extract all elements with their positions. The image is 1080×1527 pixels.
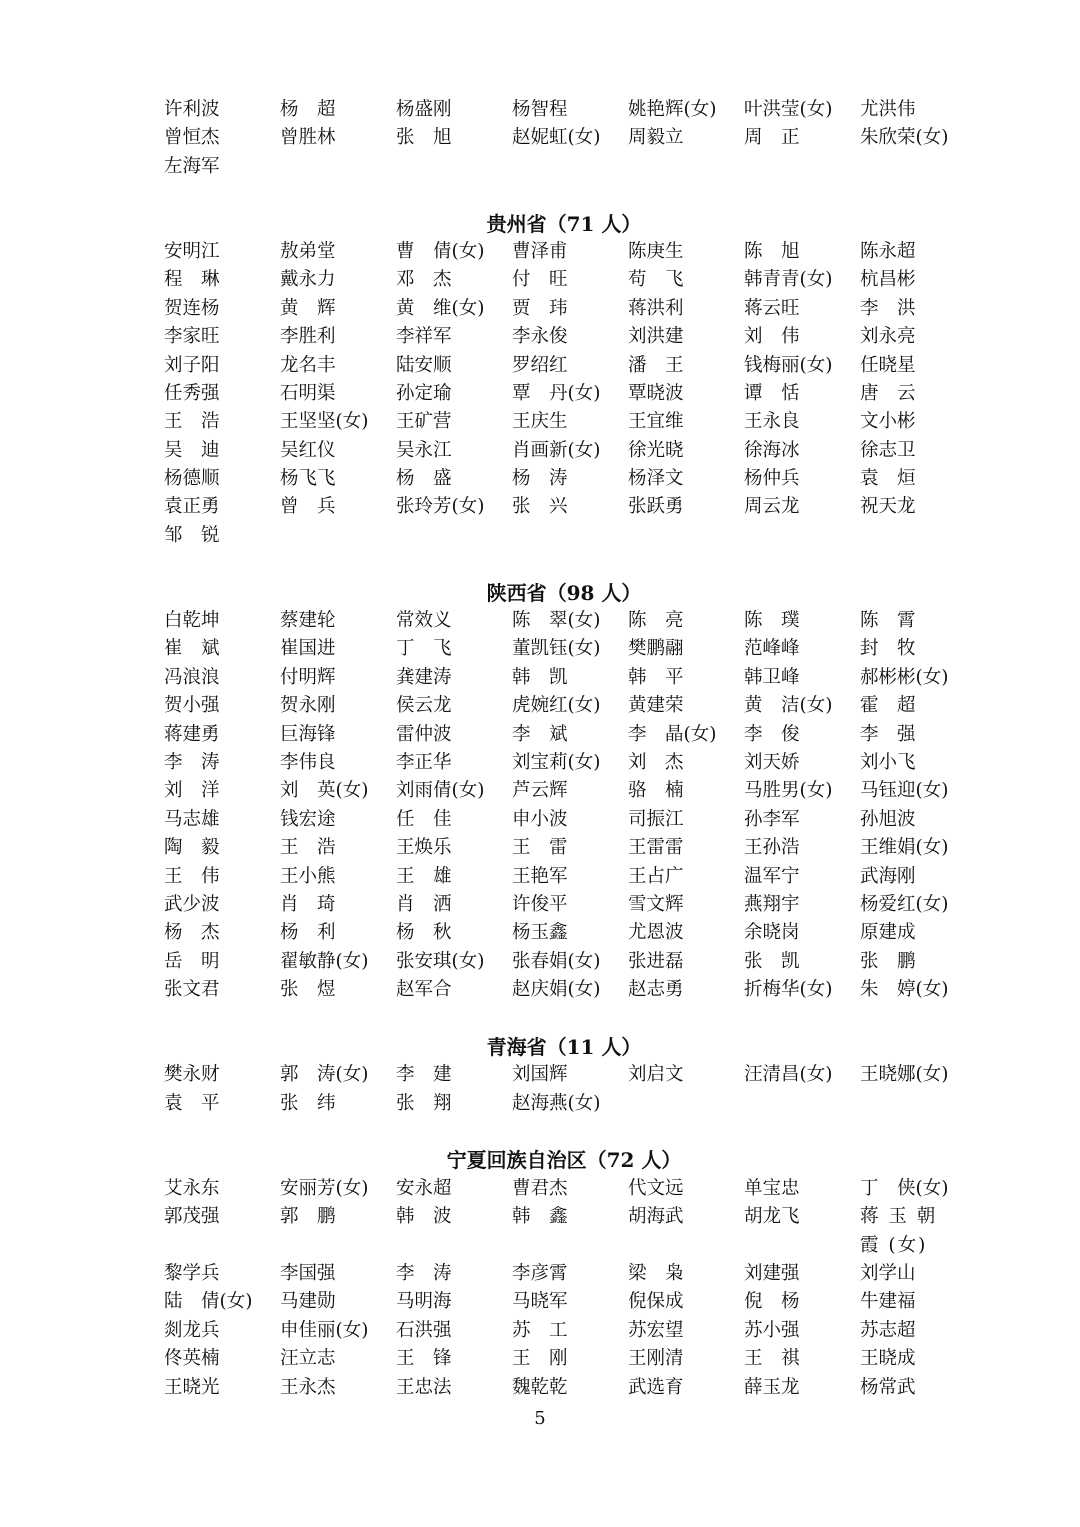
name-entry: 马志雄 [164,808,220,830]
name-entry: 王永良 [744,411,800,433]
name-entry: 崔 斌 [164,638,220,660]
name-entry: 孙定瑜 [396,382,452,404]
name-entry: 贺连杨 [164,297,220,319]
name-entry: 蔡建轮 [280,610,336,632]
name-entry: 杨玉鑫 [512,922,568,944]
name-entry: 刘 英(女) [280,780,369,802]
name-entry: 武海刚 [860,865,916,887]
name-entry: 韩青青(女) [744,269,833,291]
name-entry: 王 祺 [744,1348,800,1370]
name-entry: 王忠法 [396,1376,452,1398]
name-entry: 王坚坚(女) [280,411,369,433]
section-0 [164,96,964,181]
name-entry: 温军宁 [744,865,800,887]
name-entry: 刘小飞 [860,751,916,773]
name-entry: 杨 超 [280,99,336,120]
name-entry: 李 涛 [396,1263,452,1285]
name-entry: 董凯钰(女) [512,638,601,660]
section-heading: 陕西省（98 人） [486,580,642,605]
name-entry: 尤恩波 [628,922,684,944]
name-entry: 杨德顺 [164,468,220,490]
name-entry: 武少波 [164,893,220,915]
name-entry: 肖 琦 [280,893,336,915]
name-entry: 冯浪浪 [164,666,220,688]
name-entry: 张 纬 [280,1092,336,1114]
name-entry: 李国强 [280,1263,336,1285]
name-entry: 陈 亮 [628,610,684,632]
name-entry: 贺小强 [164,695,220,717]
name-entry: 马胜男(女) [744,780,833,802]
name-entry: 王晓成 [860,1348,916,1370]
name-entry: 马明海 [396,1291,452,1313]
name-entry: 郝彬彬(女) [860,666,949,688]
name-entry: 赵志勇 [628,979,684,1001]
name-entry: 王 雄 [396,865,452,887]
name-entry: 苏 工 [512,1319,568,1341]
name-entry: 虎婉红(女) [512,695,601,717]
name-entry: 雪文辉 [628,893,684,915]
name-entry: 刘天娇 [744,751,800,773]
name-entry: 雷仲波 [396,723,452,745]
name-entry: 黄 洁(女) [744,695,833,717]
name-entry: 徐志卫 [860,439,916,461]
name-entry: 马钰迎(女) [860,780,949,802]
name-entry: 徐光晓 [628,439,684,461]
name-entry: 陈庚生 [628,240,684,262]
name-entry: 马建勋 [280,1291,336,1313]
name-entry: 安永超 [396,1177,452,1199]
name-entry: 余晓岗 [744,922,800,944]
name-entry: 朱欣荣(女) [860,127,949,149]
name-entry: 杨 利 [280,922,336,944]
name-entry: 汪清昌(女) [744,1064,833,1086]
name-entry: 杨 涛 [512,468,568,490]
name-entry: 曹泽甫 [512,240,568,262]
name-entry: 单宝忠 [744,1177,800,1199]
name-entry: 吴 迪 [164,439,220,461]
name-entry: 申佳丽(女) [280,1319,369,1341]
name-entry: 潘 王 [628,354,684,376]
name-entry: 刘宝莉(女) [512,751,601,773]
name-entry: 代文远 [628,1177,684,1199]
name-entry: 李正华 [396,751,452,773]
name-entry: 李 斌 [512,723,568,745]
name-entry: 曹 倩(女) [396,240,485,262]
name-entry: 司振江 [628,808,684,830]
name-entry: 孙李军 [744,808,800,830]
name-entry: 韩 鑫 [512,1206,568,1228]
name-entry: 许俊平 [512,893,568,915]
name-entry: 刘子阳 [164,354,220,376]
name-entry: 樊永财 [164,1064,220,1086]
name-entry: 王雷雷 [628,837,684,859]
name-entry: 孙旭波 [860,808,916,830]
section-heading: 青海省（11 人） [486,1034,642,1059]
name-entry: 陈 霄 [860,610,916,632]
name-entry: 苏宏望 [628,1319,684,1341]
name-entry: 苟 飞 [628,269,684,291]
name-entry: 王 刚 [512,1348,568,1370]
name-entry: 石明渠 [280,382,336,404]
name-entry: 陈 翠(女) [512,610,601,632]
name-entry: 张进磊 [628,950,684,972]
name-entry: 李 建 [396,1064,452,1086]
name-entry: 刘 杰 [628,751,684,773]
name-entry: 张 翔 [396,1092,452,1114]
name-entry: 李彦霄 [512,1263,568,1285]
name-entry: 王艳军 [512,865,568,887]
name-entry: 钱宏途 [280,808,336,830]
name-entry: 杭昌彬 [860,269,916,291]
name-entry: 徐海冰 [744,439,800,461]
name-entry: 崔国进 [280,638,336,660]
name-entry: 赵妮虹(女) [512,127,601,149]
name-entry: 刘永亮 [860,326,916,348]
name-entry: 李 晶(女) [628,723,717,745]
name-entry: 张安琪(女) [396,950,485,972]
name-entry: 王孙浩 [744,837,800,859]
name-entry: 王维娟(女) [860,837,949,859]
name-entry: 胡龙飞 [744,1206,800,1228]
name-entry: 蒋建勇 [164,723,220,745]
name-entry: 张 兴 [512,496,568,518]
name-entry: 文小彬 [860,411,916,433]
name-entry: 杨飞飞 [280,468,336,490]
name-entry: 芦云辉 [512,780,568,802]
name-entry: 曹君杰 [512,1177,568,1199]
name-entry: 肖画新(女) [512,439,601,461]
name-entry: 付明辉 [280,666,336,688]
name-entry: 刘雨倩(女) [396,780,485,802]
name-entry: 韩 凯 [512,666,568,688]
name-entry: 薛玉龙 [744,1376,800,1398]
name-entry: 封 牧 [860,638,916,660]
name-entry: 袁 平 [164,1092,220,1114]
name-entry: 袁正勇 [164,496,220,518]
name-entry: 李 洪 [860,297,916,319]
name-entry: 艾永东 [164,1177,220,1199]
name-entry: 唐 云 [860,382,916,404]
name-entry: 原建成 [860,922,916,944]
name-entry: 黄 辉 [280,297,336,319]
name-entry: 王庆生 [512,411,568,433]
name-grid [164,607,964,1004]
name-entry: 谭 恬 [744,382,800,404]
name-entry: 周毅立 [628,127,684,149]
name-entry: 韩 波 [396,1206,452,1228]
name-entry: 尤洪伟 [860,99,916,120]
name-entry: 张跃勇 [628,496,684,518]
name-entry: 王宜维 [628,411,684,433]
name-entry: 安明江 [164,240,220,262]
name-entry: 朱 婷(女) [860,979,949,1001]
name-entry: 石洪强 [396,1319,452,1341]
name-entry: 祝天龙 [860,496,916,518]
name-entry: 杨 秋 [396,922,452,944]
name-entry: 郭茂强 [164,1206,220,1228]
name-entry: 刘学山 [860,1263,916,1285]
name-entry: 岳 明 [164,950,220,972]
name-entry: 杨常武 [860,1376,916,1398]
name-entry: 贺永刚 [280,695,336,717]
name-entry: 张玲芳(女) [396,496,485,518]
name-entry: 张春娟(女) [512,950,601,972]
name-entry: 周云龙 [744,496,800,518]
name-entry: 牛建福 [860,1291,916,1313]
name-entry: 赵庆娟(女) [512,979,601,1001]
name-entry: 任晓星 [860,354,916,376]
section-3 [164,1033,964,1118]
name-entry: 吴永江 [396,439,452,461]
name-entry: 李 强 [860,723,916,745]
name-entry: 丁 飞 [396,638,452,660]
section-heading: 宁夏回族自治区（72 人） [446,1148,682,1173]
name-entry: 胡海武 [628,1206,684,1228]
name-entry: 付 旺 [512,269,568,291]
name-entry: 王小熊 [280,865,336,887]
name-entry: 周 正 [744,127,800,149]
name-entry: 龚建涛 [396,666,452,688]
name-entry: 李 涛 [164,751,220,773]
name-entry: 张 煜 [280,979,336,1001]
name-entry: 赵军合 [396,979,452,1001]
name-entry: 王占广 [628,865,684,887]
name-entry: 武选育 [628,1376,684,1398]
name-entry: 任秀强 [164,382,220,404]
name-entry: 张 凯 [744,950,800,972]
name-entry: 王焕乐 [396,837,452,859]
name-entry: 戴永力 [280,269,336,291]
name-entry: 汪立志 [280,1348,336,1370]
name-entry: 郭 鹏 [280,1206,336,1228]
name-entry: 程 琳 [164,269,220,291]
section-2 [164,579,964,1005]
name-entry: 黄 维(女) [396,297,485,319]
name-grid [164,238,964,550]
name-entry: 陈永超 [860,240,916,262]
name-entry: 贾 玮 [512,297,568,319]
name-entry: 张 旭 [396,127,452,149]
name-entry: 蒋云旺 [744,297,800,319]
name-entry: 王矿营 [396,411,452,433]
name-entry: 敖弟堂 [280,240,336,262]
name-entry: 刘 伟 [744,326,800,348]
name-entry: 马晓军 [512,1291,568,1313]
name-entry: 巨海锋 [280,723,336,745]
name-entry: 白乾坤 [164,610,220,632]
name-entry: 张 鹏 [860,950,916,972]
name-entry: 李 俊 [744,723,800,745]
name-entry: 曾胜林 [280,127,336,149]
name-entry: 黎学兵 [164,1263,220,1285]
name-entry: 刘洪建 [628,326,684,348]
name-entry: 霍 超 [860,695,916,717]
name-entry: 申小波 [512,808,568,830]
name-entry: 倪保成 [628,1291,684,1313]
name-grid [164,1061,964,1118]
name-entry: 李家旺 [164,326,220,348]
name-entry: 李胜利 [280,326,336,348]
name-grid [164,1175,964,1402]
name-entry: 叶洪莹(女) [744,99,833,120]
name-entry: 王 锋 [396,1348,452,1370]
name-grid [164,96,964,181]
name-entry: 陈 旭 [744,240,800,262]
section-heading: 贵州省（71 人） [486,211,642,236]
name-entry: 覃 丹(女) [512,382,601,404]
name-entry: 左海军 [164,155,220,177]
name-entry: 刘建强 [744,1263,800,1285]
name-entry: 杨 杰 [164,922,220,944]
name-entry: 陆安顺 [396,354,452,376]
page-number: 5 [534,1408,546,1429]
name-entry: 许利波 [164,99,220,120]
name-entry: 王 浩 [164,411,220,433]
name-entry: 樊鹏翮 [628,638,684,660]
name-entry: 王 伟 [164,865,220,887]
name-entry: 杨智程 [512,99,568,120]
name-entry: 黄建荣 [628,695,684,717]
name-entry: 杨 盛 [396,468,452,490]
name-entry: 杨爱红(女) [860,893,949,915]
name-entry: 任 佳 [396,808,452,830]
section-4 [164,1146,964,1402]
name-entry: 龙名丰 [280,354,336,376]
name-entry: 王 浩 [280,837,336,859]
name-entry: 邹 锐 [164,524,220,546]
name-entry: 骆 楠 [628,780,684,802]
name-entry: 罗绍红 [512,354,568,376]
name-entry: 安丽芳(女) [280,1177,369,1199]
name-entry: 王 雷 [512,837,568,859]
name-entry: 苏志超 [860,1319,916,1341]
name-entry: 倪 杨 [744,1291,800,1313]
name-entry: 蒋洪利 [628,297,684,319]
name-entry: 梁 枭 [628,1263,684,1285]
name-entry: 王晓娜(女) [860,1064,949,1086]
name-entry: 邓 杰 [396,269,452,291]
name-entry: 燕翔宇 [744,893,800,915]
name-entry: 李祥军 [396,326,452,348]
name-entry: 刘 洋 [164,780,220,802]
name-entry: 侯云龙 [396,695,452,717]
name-entry: 李伟良 [280,751,336,773]
section-1 [164,210,964,551]
name-entry: 曾 兵 [280,496,336,518]
name-entry: 陈 璞 [744,610,800,632]
name-entry: 丁 侠(女) [860,1177,949,1199]
name-entry: 翟敏静(女) [280,950,369,972]
name-entry: 王晓光 [164,1376,220,1398]
name-entry: 张文君 [164,979,220,1001]
name-entry: 韩卫峰 [744,666,800,688]
name-entry: 刘启文 [628,1064,684,1086]
name-entry: 曾恒杰 [164,127,220,149]
name-entry: 蒋 玉 朝 霞 (女) [860,1206,938,1256]
name-entry: 陶 毅 [164,837,220,859]
name-entry: 王刚清 [628,1348,684,1370]
name-entry: 韩 平 [628,666,684,688]
name-entry: 佟英楠 [164,1348,220,1370]
name-entry: 范峰峰 [744,638,800,660]
name-entry: 肖 洒 [396,893,452,915]
name-entry: 常效义 [396,610,452,632]
name-entry: 折梅华(女) [744,979,833,1001]
name-entry: 钱梅丽(女) [744,354,833,376]
name-entry: 赵海燕(女) [512,1092,601,1114]
name-entry: 杨仲兵 [744,468,800,490]
name-entry: 李永俊 [512,326,568,348]
name-entry: 姚艳辉(女) [628,99,717,120]
name-entry: 吴红仪 [280,439,336,461]
name-entry: 陆 倩(女) [164,1291,253,1313]
name-entry: 覃晓波 [628,382,684,404]
name-entry: 杨泽文 [628,468,684,490]
name-entry: 刘国辉 [512,1064,568,1086]
name-entry: 杨盛刚 [396,99,452,120]
name-entry: 剡龙兵 [164,1319,220,1341]
name-entry: 魏乾乾 [512,1376,568,1398]
name-entry: 王永杰 [280,1376,336,1398]
name-entry: 袁 烜 [860,468,916,490]
name-entry: 苏小强 [744,1319,800,1341]
name-list-page [164,96,964,1402]
name-entry: 郭 涛(女) [280,1064,369,1086]
